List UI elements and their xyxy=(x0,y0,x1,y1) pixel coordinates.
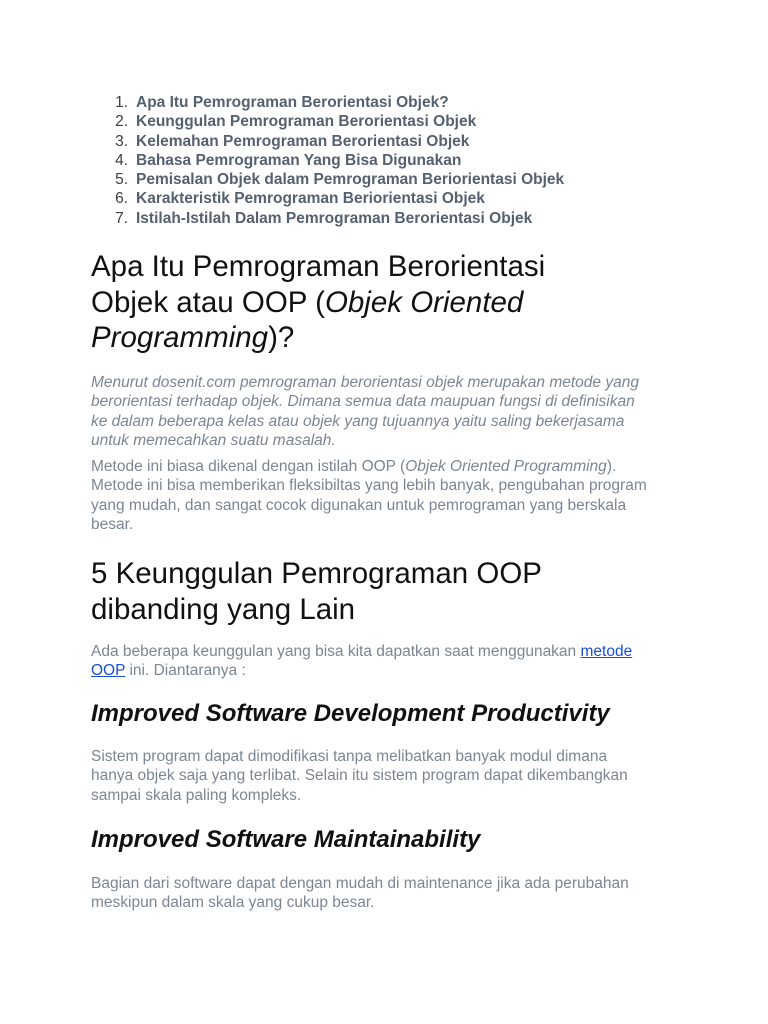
heading-italic-text: Programming xyxy=(91,321,269,354)
toc-link[interactable]: Karakteristik Pemrograman Beriorientasi Objek xyxy=(136,190,485,208)
toc-item[interactable] xyxy=(136,112,564,131)
toc-link[interactable]: Istilah-Istilah Dalam Pemrograman Berorientasi Objek xyxy=(136,209,533,227)
advantages-intro-paragraph xyxy=(91,642,632,681)
metode-oop-link[interactable]: OOP xyxy=(91,662,126,680)
paragraph-line: Bagian dari software dapat dengan mudah di maintenance jika ada perubahan xyxy=(91,875,629,892)
table-of-contents xyxy=(108,93,564,228)
paragraph-line: besar. xyxy=(91,515,134,533)
paragraph-text: Metode ini biasa dikenal dengan istilah OOP ( xyxy=(91,458,406,475)
subheading-maintainability: Improved Software Maintainability xyxy=(91,826,481,853)
maintainability-paragraph xyxy=(91,874,629,913)
toc-link[interactable]: Apa Itu Pemrograman Berorientasi Objek? xyxy=(136,94,449,111)
paragraph-italic-text: Objek Oriented Programming xyxy=(405,458,607,475)
subheading-productivity: Improved Software Development Productivity xyxy=(91,700,610,727)
heading-text: )? xyxy=(268,321,295,354)
definition-quote xyxy=(91,373,639,450)
toc-item[interactable] xyxy=(136,209,564,228)
toc-item[interactable] xyxy=(136,93,564,112)
heading-text: dibanding yang Lain xyxy=(91,592,356,626)
productivity-paragraph xyxy=(91,747,628,805)
paragraph-text: ). xyxy=(606,458,617,475)
toc-item[interactable] xyxy=(136,189,564,208)
oop-description-paragraph xyxy=(91,457,647,534)
heading-text: 5 Keunggulan Pemrograman OOP xyxy=(91,557,542,590)
paragraph-line: yang mudah, dan sangat cocok digunakan untuk pemrograman yang berskala xyxy=(91,496,627,514)
paragraph-text: Ada beberapa keunggulan yang bisa kita dapatkan saat menggunakan xyxy=(91,643,581,660)
paragraph-line: hanya objek saja yang terlibat. Selain itu sistem program dapat dikembangkan xyxy=(91,767,628,785)
quote-line: untuk memecahkan suatu masalah. xyxy=(91,431,336,449)
toc-item[interactable] xyxy=(136,132,564,151)
paragraph-line: Sistem program dapat dimodifikasi tanpa melibatkan banyak modul dimana xyxy=(91,748,608,765)
paragraph-text: ini. Diantaranya : xyxy=(125,662,246,680)
toc-item[interactable] xyxy=(136,151,564,170)
toc-link[interactable]: Keunggulan Pemrograman Berorientasi Objek xyxy=(136,113,477,131)
quote-line: ke dalam beberapa kelas atau objek yang tujuannya yaitu saling bekerjasama xyxy=(91,412,625,430)
section-heading-what-is-oop xyxy=(91,249,545,356)
heading-text: Objek atau OOP ( xyxy=(91,285,325,319)
toc-link[interactable]: Bahasa Pemrograman Yang Bisa Digunakan xyxy=(136,151,462,169)
quote-line: berorientasi terhadap objek. Dimana semua data maupuan fungsi di definisikan xyxy=(91,393,635,411)
toc-link[interactable]: Pemisalan Objek dalam Pemrograman Beriorientasi Objek xyxy=(136,171,565,189)
metode-oop-link[interactable]: metode xyxy=(580,643,633,660)
toc-item[interactable] xyxy=(136,170,564,189)
heading-text: Apa Itu Pemrograman Berorientasi xyxy=(91,250,546,283)
toc-link[interactable]: Kelemahan Pemrograman Berorientasi Objek xyxy=(136,132,470,150)
paragraph-line: Metode ini bisa memberikan fleksibiltas yang lebih banyak, pengubahan program xyxy=(91,477,647,495)
section-heading-advantages xyxy=(91,556,542,627)
paragraph-line: sampai skala paling kompleks. xyxy=(91,786,302,804)
paragraph-line: meskipun dalam skala yang cukup besar. xyxy=(91,894,375,912)
quote-line: Menurut dosenit.com pemrograman berorientasi objek merupakan metode yang xyxy=(91,374,639,391)
heading-italic-text: Objek Oriented xyxy=(324,285,524,319)
